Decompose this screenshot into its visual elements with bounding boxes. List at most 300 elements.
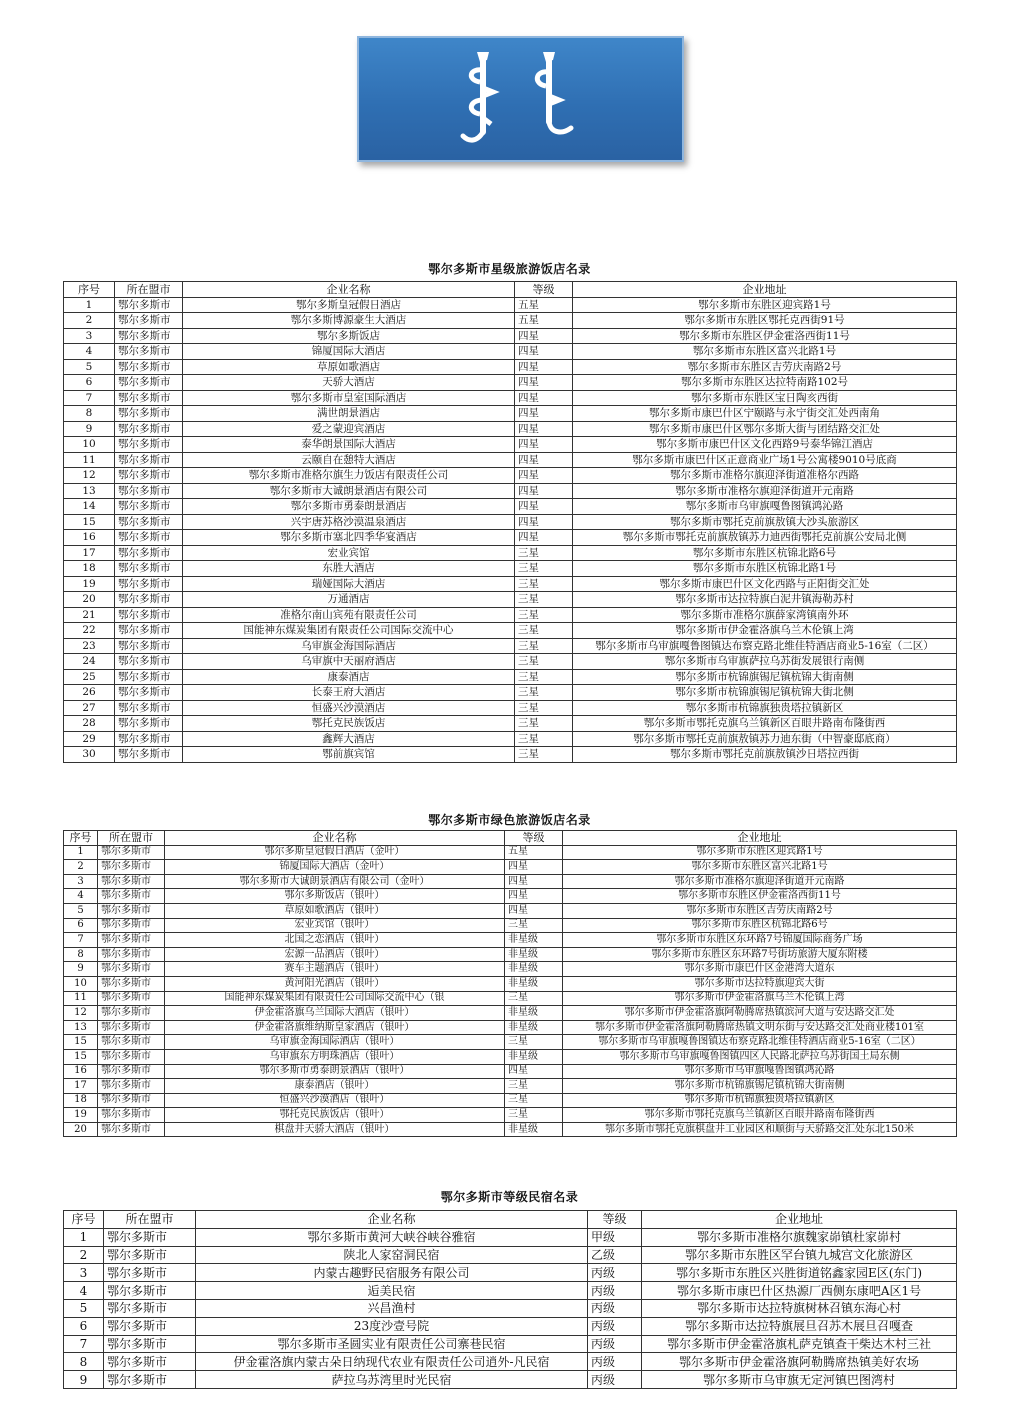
cell-address: 鄂尔多斯市康巴什区宁颐路与永宁街交汇处西南角 bbox=[573, 406, 957, 422]
cell-seq: 7 bbox=[64, 933, 98, 948]
cell-name: 鄂尔多斯市圣圆实业有限责任公司寨巷民宿 bbox=[196, 1335, 588, 1353]
cell-name: 鄂尔多斯博源豪生大酒店 bbox=[183, 313, 515, 329]
table-row bbox=[64, 1035, 957, 1050]
table-row bbox=[64, 1079, 957, 1094]
cell-grade: 四星 bbox=[515, 421, 573, 437]
cell-name: 国能神东煤炭集团有限责任公司国际交流中心 bbox=[183, 623, 515, 639]
homestays-title: 鄂尔多斯市等级民宿名录 bbox=[440, 1190, 579, 1204]
cell-name: 长泰王府大酒店 bbox=[183, 685, 515, 701]
table-row bbox=[64, 1108, 957, 1123]
cell-seq: 26 bbox=[64, 685, 115, 701]
table-row bbox=[64, 947, 957, 962]
table-row bbox=[64, 962, 957, 977]
cell-address: 鄂尔多斯市鄂托克旗乌兰镇新区百眼井路南布隆街西 bbox=[563, 1108, 957, 1123]
table-row bbox=[64, 1228, 957, 1246]
cell-city: 鄂尔多斯市 bbox=[115, 747, 183, 763]
cell-city: 鄂尔多斯市 bbox=[98, 1006, 165, 1021]
cell-address: 鄂尔多斯市东胜区富兴北路1号 bbox=[573, 344, 957, 360]
cell-address: 鄂尔多斯市乌审旗嘎鲁图镇达布察克路北维佳特酒店商业5-16室（二区） bbox=[563, 1035, 957, 1050]
table-row bbox=[64, 1006, 957, 1021]
cell-city: 鄂尔多斯市 bbox=[115, 421, 183, 437]
table-row bbox=[64, 1020, 957, 1035]
cell-name: 鄂前旗宾馆 bbox=[183, 747, 515, 763]
cell-address: 鄂尔多斯市东胜区迎宾路1号 bbox=[573, 297, 957, 313]
cell-seq: 18 bbox=[64, 1093, 98, 1108]
cell-seq: 2 bbox=[64, 860, 98, 875]
cell-grade: 四星 bbox=[515, 359, 573, 375]
cell-city: 鄂尔多斯市 bbox=[115, 313, 183, 329]
cell-seq: 8 bbox=[64, 947, 98, 962]
cell-address: 鄂尔多斯市康巴什区热源厂西侧东康吧A区1号 bbox=[642, 1282, 957, 1300]
cell-name: 锦厦国际大酒店（金叶） bbox=[165, 860, 505, 875]
cell-city: 鄂尔多斯市 bbox=[115, 654, 183, 670]
cell-name: 鄂尔多斯市勇泰朗景酒店 bbox=[183, 499, 515, 515]
cell-name: 鄂尔多斯市准格尔旗生力饭店有限责任公司 bbox=[183, 468, 515, 484]
cell-grade: 丙级 bbox=[588, 1282, 642, 1300]
cell-city: 鄂尔多斯市 bbox=[115, 406, 183, 422]
cell-name: 鄂尔多斯皇冠假日酒店（金叶） bbox=[165, 845, 505, 860]
header-name: 企业名称 bbox=[183, 282, 515, 298]
cell-address: 鄂尔多斯市康巴什区文化西路9号泰华锦江酒店 bbox=[573, 437, 957, 453]
header-name: 企业名称 bbox=[165, 831, 505, 846]
cell-city: 鄂尔多斯市 bbox=[104, 1335, 196, 1353]
cell-city: 鄂尔多斯市 bbox=[98, 874, 165, 889]
cell-address: 鄂尔多斯市准格尔旗迎泽街道准格尔西路 bbox=[573, 468, 957, 484]
cell-city: 鄂尔多斯市 bbox=[115, 638, 183, 654]
cell-address: 鄂尔多斯市准格尔旗薛家湾镇南外环 bbox=[573, 607, 957, 623]
cell-seq: 6 bbox=[64, 918, 98, 933]
cell-city: 鄂尔多斯市 bbox=[115, 514, 183, 530]
cell-name: 泰华朗景国际大酒店 bbox=[183, 437, 515, 453]
header-seq: 序号 bbox=[64, 831, 98, 846]
cell-name: 赛车主题酒店（银叶） bbox=[165, 962, 505, 977]
cell-address: 鄂尔多斯市康巴什区鄂尔多斯大街与团结路交汇处 bbox=[573, 421, 957, 437]
cell-address: 鄂尔多斯市杭锦旗锡尼镇杭锦大街北侧 bbox=[573, 685, 957, 701]
table-row bbox=[64, 669, 957, 685]
table-row bbox=[64, 889, 957, 904]
table-row bbox=[64, 1246, 957, 1264]
cell-seq: 2 bbox=[64, 313, 115, 329]
cell-seq: 5 bbox=[64, 1299, 104, 1317]
table-row bbox=[64, 421, 957, 437]
cell-address: 鄂尔多斯市东胜区兴胜街道铭鑫家园E区(东门) bbox=[642, 1264, 957, 1282]
table-row bbox=[64, 845, 957, 860]
header-seq: 序号 bbox=[64, 282, 115, 298]
cell-city: 鄂尔多斯市 bbox=[115, 452, 183, 468]
cell-city: 鄂尔多斯市 bbox=[115, 576, 183, 592]
cell-seq: 8 bbox=[64, 1353, 104, 1371]
cell-city: 鄂尔多斯市 bbox=[104, 1353, 196, 1371]
cell-name: 鄂尔多斯皇冠假日酒店 bbox=[183, 297, 515, 313]
cell-city: 鄂尔多斯市 bbox=[98, 1035, 165, 1050]
cell-grade: 三星 bbox=[515, 716, 573, 732]
cell-city: 鄂尔多斯市 bbox=[98, 860, 165, 875]
cell-address: 鄂尔多斯市东胜区东环路7号街坊旅游大厦东附楼 bbox=[563, 947, 957, 962]
table-row bbox=[64, 514, 957, 530]
cell-grade: 三星 bbox=[515, 576, 573, 592]
header-city: 所在盟市 bbox=[115, 282, 183, 298]
cell-grade: 三星 bbox=[515, 638, 573, 654]
cell-city: 鄂尔多斯市 bbox=[115, 297, 183, 313]
green-hotels-title: 鄂尔多斯市绿色旅游饭店名录 bbox=[428, 813, 591, 827]
cell-seq: 13 bbox=[64, 483, 115, 499]
cell-name: 准格尔南山宾苑有限责任公司 bbox=[183, 607, 515, 623]
cell-name: 兴宇唐苏格沙漠温泉酒店 bbox=[183, 514, 515, 530]
cell-seq: 7 bbox=[64, 390, 115, 406]
cell-address: 鄂尔多斯市东胜区东环路7号锦厦国际商务广场 bbox=[563, 933, 957, 948]
cell-seq: 1 bbox=[64, 845, 98, 860]
cell-address: 鄂尔多斯市乌审旗无定河镇巴图湾村 bbox=[642, 1371, 957, 1389]
cell-city: 鄂尔多斯市 bbox=[115, 700, 183, 716]
table-row bbox=[64, 576, 957, 592]
table-row bbox=[64, 561, 957, 577]
cell-seq: 2 bbox=[64, 1246, 104, 1264]
cell-name: 天骄大酒店 bbox=[183, 375, 515, 391]
cell-grade: 三星 bbox=[515, 545, 573, 561]
cell-name: 草原如歌酒店 bbox=[183, 359, 515, 375]
cell-seq: 9 bbox=[64, 1371, 104, 1389]
cell-city: 鄂尔多斯市 bbox=[98, 1064, 165, 1079]
cell-seq: 20 bbox=[64, 1122, 98, 1137]
cell-name: 乌审旗中天丽府酒店 bbox=[183, 654, 515, 670]
cell-grade: 非星级 bbox=[505, 947, 563, 962]
cell-grade: 三星 bbox=[515, 669, 573, 685]
table-row bbox=[64, 716, 957, 732]
cell-seq: 25 bbox=[64, 669, 115, 685]
cell-seq: 10 bbox=[64, 437, 115, 453]
cell-city: 鄂尔多斯市 bbox=[98, 845, 165, 860]
cell-grade: 四星 bbox=[515, 406, 573, 422]
cell-address: 鄂尔多斯市杭锦旗独贵塔拉镇新区 bbox=[563, 1093, 957, 1108]
cell-grade: 非星级 bbox=[505, 1122, 563, 1137]
cell-address: 鄂尔多斯市乌审旗嘎鲁图镇鸿沁路 bbox=[573, 499, 957, 515]
cell-city: 鄂尔多斯市 bbox=[98, 1122, 165, 1137]
cell-address: 鄂尔多斯市乌审旗嘎鲁图镇鸿沁路 bbox=[563, 1064, 957, 1079]
cell-city: 鄂尔多斯市 bbox=[98, 976, 165, 991]
cell-seq: 12 bbox=[64, 468, 115, 484]
cell-address: 鄂尔多斯市伊金霍洛旗乌兰木伦镇上湾 bbox=[573, 623, 957, 639]
cell-address: 鄂尔多斯市鄂托克前旗敖镇苏力迪西街鄂托克前旗公安局北侧 bbox=[573, 530, 957, 546]
cell-name: 鄂尔多斯饭店（银叶） bbox=[165, 889, 505, 904]
cell-name: 鄂尔多斯饭店 bbox=[183, 328, 515, 344]
cell-name: 乌审旗金海国际酒店（银叶） bbox=[165, 1035, 505, 1050]
cell-seq: 15 bbox=[64, 1049, 98, 1064]
cell-address: 鄂尔多斯市东胜区富兴北路1号 bbox=[563, 860, 957, 875]
cell-grade: 三星 bbox=[515, 700, 573, 716]
cell-city: 鄂尔多斯市 bbox=[115, 530, 183, 546]
cell-city: 鄂尔多斯市 bbox=[115, 499, 183, 515]
cell-name: 锦厦国际大酒店 bbox=[183, 344, 515, 360]
table-row bbox=[64, 530, 957, 546]
table-row bbox=[64, 375, 957, 391]
cell-name: 瑞娅国际大酒店 bbox=[183, 576, 515, 592]
mongolian-title-banner bbox=[357, 36, 684, 162]
table-row bbox=[64, 468, 957, 484]
cell-name: 恒盛兴沙漠酒店（银叶） bbox=[165, 1093, 505, 1108]
cell-city: 鄂尔多斯市 bbox=[98, 903, 165, 918]
cell-name: 乌审旗东方明珠酒店（银叶） bbox=[165, 1049, 505, 1064]
table-row bbox=[64, 1122, 957, 1137]
cell-seq: 18 bbox=[64, 561, 115, 577]
cell-seq: 13 bbox=[64, 1020, 98, 1035]
cell-address: 鄂尔多斯市伊金霍洛旗乌兰木伦镇上湾 bbox=[563, 991, 957, 1006]
cell-grade: 丙级 bbox=[588, 1299, 642, 1317]
table-header-row bbox=[64, 1211, 957, 1229]
cell-city: 鄂尔多斯市 bbox=[115, 483, 183, 499]
homestays-table bbox=[63, 1210, 957, 1389]
header-city: 所在盟市 bbox=[104, 1211, 196, 1229]
cell-seq: 5 bbox=[64, 903, 98, 918]
cell-grade: 四星 bbox=[515, 375, 573, 391]
cell-grade: 三星 bbox=[515, 592, 573, 608]
cell-city: 鄂尔多斯市 bbox=[98, 933, 165, 948]
cell-address: 鄂尔多斯市东胜区迎宾路1号 bbox=[563, 845, 957, 860]
cell-name: 鄂尔多斯市皇室国际酒店 bbox=[183, 390, 515, 406]
cell-address: 鄂尔多斯市准格尔旗迎泽街道开元南路 bbox=[563, 874, 957, 889]
cell-address: 鄂尔多斯市达拉特旗树林召镇东海心村 bbox=[642, 1299, 957, 1317]
table-row bbox=[64, 344, 957, 360]
cell-city: 鄂尔多斯市 bbox=[115, 716, 183, 732]
green-hotels-body bbox=[64, 845, 957, 1137]
cell-address: 鄂尔多斯市伊金霍洛旗阿勒腾席热镇文明东街与安达路交汇处商业楼101室 bbox=[563, 1020, 957, 1035]
table-row bbox=[64, 607, 957, 623]
cell-seq: 6 bbox=[64, 1317, 104, 1335]
cell-city: 鄂尔多斯市 bbox=[98, 947, 165, 962]
cell-address: 鄂尔多斯市东胜区杭锦北路6号 bbox=[563, 918, 957, 933]
cell-grade: 四星 bbox=[515, 390, 573, 406]
table-row bbox=[64, 390, 957, 406]
cell-grade: 三星 bbox=[515, 561, 573, 577]
cell-city: 鄂尔多斯市 bbox=[115, 375, 183, 391]
cell-name: 东胜大酒店 bbox=[183, 561, 515, 577]
cell-city: 鄂尔多斯市 bbox=[115, 592, 183, 608]
cell-name: 鄂尔多斯市勇泰朗景酒店（银叶） bbox=[165, 1064, 505, 1079]
cell-name: 伊金霍洛旗内蒙古朵日纳现代农业有限责任公司逍外-凡民宿 bbox=[196, 1353, 588, 1371]
table-row bbox=[64, 918, 957, 933]
table-row bbox=[64, 592, 957, 608]
table-row bbox=[64, 545, 957, 561]
cell-city: 鄂尔多斯市 bbox=[115, 359, 183, 375]
table-row bbox=[64, 623, 957, 639]
cell-grade: 非星级 bbox=[505, 933, 563, 948]
header-name: 企业名称 bbox=[196, 1211, 588, 1229]
cell-city: 鄂尔多斯市 bbox=[115, 607, 183, 623]
cell-grade: 三星 bbox=[505, 991, 563, 1006]
cell-seq: 23 bbox=[64, 638, 115, 654]
cell-grade: 四星 bbox=[515, 328, 573, 344]
table-row bbox=[64, 452, 957, 468]
cell-seq: 12 bbox=[64, 1006, 98, 1021]
cell-seq: 29 bbox=[64, 731, 115, 747]
cell-seq: 27 bbox=[64, 700, 115, 716]
cell-name: 恒盛兴沙漠酒店 bbox=[183, 700, 515, 716]
cell-name: 云颐自在憩特大酒店 bbox=[183, 452, 515, 468]
cell-name: 宏业宾馆（银叶） bbox=[165, 918, 505, 933]
cell-address: 鄂尔多斯市乌审旗萨拉乌苏街发展银行南侧 bbox=[573, 654, 957, 670]
cell-name: 北国之恋酒店（银叶） bbox=[165, 933, 505, 948]
table-row bbox=[64, 1335, 957, 1353]
table-row bbox=[64, 1353, 957, 1371]
cell-address: 鄂尔多斯市鄂托克旗乌兰镇新区百眼井路南布隆街西 bbox=[573, 716, 957, 732]
cell-grade: 非星级 bbox=[505, 962, 563, 977]
cell-city: 鄂尔多斯市 bbox=[115, 685, 183, 701]
cell-seq: 4 bbox=[64, 344, 115, 360]
cell-seq: 7 bbox=[64, 1335, 104, 1353]
table-row bbox=[64, 313, 957, 329]
cell-city: 鄂尔多斯市 bbox=[115, 561, 183, 577]
cell-grade: 三星 bbox=[505, 1079, 563, 1094]
table-row bbox=[64, 976, 957, 991]
cell-grade: 四星 bbox=[515, 452, 573, 468]
table-row bbox=[64, 406, 957, 422]
cell-address: 鄂尔多斯市东胜区罕台镇九城宫文化旅游区 bbox=[642, 1246, 957, 1264]
cell-name: 鄂托克民族饭店 bbox=[183, 716, 515, 732]
table-row bbox=[64, 1371, 957, 1389]
cell-grade: 非星级 bbox=[505, 1006, 563, 1021]
cell-seq: 3 bbox=[64, 328, 115, 344]
cell-address: 鄂尔多斯市康巴什区金港湾大道东 bbox=[563, 962, 957, 977]
cell-grade: 五星 bbox=[515, 313, 573, 329]
table-row bbox=[64, 933, 957, 948]
cell-grade: 甲级 bbox=[588, 1228, 642, 1246]
cell-address: 鄂尔多斯市杭锦旗锡尼镇杭锦大街南侧 bbox=[573, 669, 957, 685]
cell-address: 鄂尔多斯市东胜区伊金霍洛西街11号 bbox=[563, 889, 957, 904]
cell-grade: 非星级 bbox=[505, 1020, 563, 1035]
table-row bbox=[64, 731, 957, 747]
cell-city: 鄂尔多斯市 bbox=[104, 1246, 196, 1264]
cell-city: 鄂尔多斯市 bbox=[98, 1020, 165, 1035]
header-address: 企业地址 bbox=[573, 282, 957, 298]
cell-name: 鄂尔多斯市塞北四季华宴酒店 bbox=[183, 530, 515, 546]
cell-city: 鄂尔多斯市 bbox=[98, 962, 165, 977]
cell-address: 鄂尔多斯市康巴什区正意商业广场1号公寓楼9010号底商 bbox=[573, 452, 957, 468]
cell-seq: 20 bbox=[64, 592, 115, 608]
cell-address: 鄂尔多斯市东胜区伊金霍洛西街11号 bbox=[573, 328, 957, 344]
cell-name: 万通酒店 bbox=[183, 592, 515, 608]
cell-grade: 三星 bbox=[515, 747, 573, 763]
cell-address: 鄂尔多斯市东胜区达拉特南路102号 bbox=[573, 375, 957, 391]
cell-name: 草原如歌酒店（银叶） bbox=[165, 903, 505, 918]
cell-seq: 9 bbox=[64, 421, 115, 437]
cell-city: 鄂尔多斯市 bbox=[98, 991, 165, 1006]
cell-seq: 30 bbox=[64, 747, 115, 763]
table-row bbox=[64, 1282, 957, 1300]
cell-grade: 丙级 bbox=[588, 1335, 642, 1353]
cell-grade: 四星 bbox=[515, 499, 573, 515]
cell-city: 鄂尔多斯市 bbox=[104, 1228, 196, 1246]
table-row bbox=[64, 1264, 957, 1282]
table-row bbox=[64, 654, 957, 670]
cell-name: 国能神东煤炭集团有限责任公司国际交流中心（银 bbox=[165, 991, 505, 1006]
table-row bbox=[64, 860, 957, 875]
cell-grade: 五星 bbox=[515, 297, 573, 313]
cell-name: 鄂尔多斯市黄河大峡谷峡谷雅宿 bbox=[196, 1228, 588, 1246]
cell-city: 鄂尔多斯市 bbox=[104, 1371, 196, 1389]
cell-address: 鄂尔多斯市东胜区杭锦北路1号 bbox=[573, 561, 957, 577]
cell-city: 鄂尔多斯市 bbox=[104, 1317, 196, 1335]
cell-grade: 五星 bbox=[505, 845, 563, 860]
cell-grade: 丙级 bbox=[588, 1353, 642, 1371]
cell-name: 宏源一品酒店（银叶） bbox=[165, 947, 505, 962]
table-row bbox=[64, 328, 957, 344]
cell-name: 乌审旗金海国际酒店 bbox=[183, 638, 515, 654]
header-grade: 等级 bbox=[588, 1211, 642, 1229]
cell-address: 鄂尔多斯市鄂托克旗棋盘井工业园区和顺街与天骄路交汇处东北150米 bbox=[563, 1122, 957, 1137]
cell-address: 鄂尔多斯市东胜区杭锦北路6号 bbox=[573, 545, 957, 561]
cell-city: 鄂尔多斯市 bbox=[104, 1282, 196, 1300]
cell-seq: 22 bbox=[64, 623, 115, 639]
table-row bbox=[64, 1299, 957, 1317]
cell-seq: 21 bbox=[64, 607, 115, 623]
table-row bbox=[64, 1093, 957, 1108]
cell-grade: 三星 bbox=[505, 1093, 563, 1108]
cell-grade: 四星 bbox=[505, 874, 563, 889]
cell-city: 鄂尔多斯市 bbox=[115, 344, 183, 360]
cell-grade: 丙级 bbox=[588, 1371, 642, 1389]
table-row bbox=[64, 483, 957, 499]
cell-name: 康泰酒店 bbox=[183, 669, 515, 685]
cell-city: 鄂尔多斯市 bbox=[115, 328, 183, 344]
cell-seq: 4 bbox=[64, 1282, 104, 1300]
cell-grade: 四星 bbox=[515, 344, 573, 360]
cell-seq: 1 bbox=[64, 297, 115, 313]
cell-name: 宏业宾馆 bbox=[183, 545, 515, 561]
cell-seq: 4 bbox=[64, 889, 98, 904]
table-row bbox=[64, 747, 957, 763]
cell-seq: 9 bbox=[64, 962, 98, 977]
cell-address: 鄂尔多斯市伊金霍洛旗阿勒腾席热镇滨河大道与安达路交汇处 bbox=[563, 1006, 957, 1021]
cell-grade: 三星 bbox=[515, 685, 573, 701]
cell-address: 鄂尔多斯市鄂托克前旗敖镇苏力迪东街（中智豪邸底商） bbox=[573, 731, 957, 747]
cell-name: 陕北人家窑洞民宿 bbox=[196, 1246, 588, 1264]
cell-address: 鄂尔多斯市伊金霍洛旗阿勒腾席热镇美好农场 bbox=[642, 1353, 957, 1371]
cell-name: 黄河阳光酒店（银叶） bbox=[165, 976, 505, 991]
table-row bbox=[64, 359, 957, 375]
cell-seq: 19 bbox=[64, 576, 115, 592]
cell-city: 鄂尔多斯市 bbox=[115, 468, 183, 484]
header-address: 企业地址 bbox=[563, 831, 957, 846]
cell-grade: 丙级 bbox=[588, 1317, 642, 1335]
cell-name: 鄂尔多斯市大诚朗景酒店有限公司 bbox=[183, 483, 515, 499]
cell-address: 鄂尔多斯市伊金霍洛旗札萨克镇查干柴达木村三社 bbox=[642, 1335, 957, 1353]
cell-name: 伊金霍洛旗维纳斯皇家酒店（银叶） bbox=[165, 1020, 505, 1035]
cell-city: 鄂尔多斯市 bbox=[115, 669, 183, 685]
cell-seq: 19 bbox=[64, 1108, 98, 1123]
table-row bbox=[64, 903, 957, 918]
table-row bbox=[64, 874, 957, 889]
cell-city: 鄂尔多斯市 bbox=[115, 545, 183, 561]
cell-address: 鄂尔多斯市达拉特旗白泥井镇海勒苏村 bbox=[573, 592, 957, 608]
cell-seq: 3 bbox=[64, 1264, 104, 1282]
header-seq: 序号 bbox=[64, 1211, 104, 1229]
cell-address: 鄂尔多斯市达拉特旗展旦召苏木展旦召嘎查 bbox=[642, 1317, 957, 1335]
cell-address: 鄂尔多斯市东胜区鄂托克西街91号 bbox=[573, 313, 957, 329]
header-grade: 等级 bbox=[505, 831, 563, 846]
cell-city: 鄂尔多斯市 bbox=[104, 1264, 196, 1282]
cell-grade: 三星 bbox=[505, 1035, 563, 1050]
cell-city: 鄂尔多斯市 bbox=[98, 1108, 165, 1123]
green-hotels-table bbox=[63, 830, 957, 1137]
cell-city: 鄂尔多斯市 bbox=[98, 889, 165, 904]
cell-grade: 非星级 bbox=[505, 1049, 563, 1064]
cell-city: 鄂尔多斯市 bbox=[98, 1079, 165, 1094]
cell-name: 逅美民宿 bbox=[196, 1282, 588, 1300]
cell-seq: 24 bbox=[64, 654, 115, 670]
cell-city: 鄂尔多斯市 bbox=[98, 918, 165, 933]
table-header-row bbox=[64, 831, 957, 846]
cell-address: 鄂尔多斯市东胜区宝日陶亥西街 bbox=[573, 390, 957, 406]
cell-city: 鄂尔多斯市 bbox=[115, 437, 183, 453]
